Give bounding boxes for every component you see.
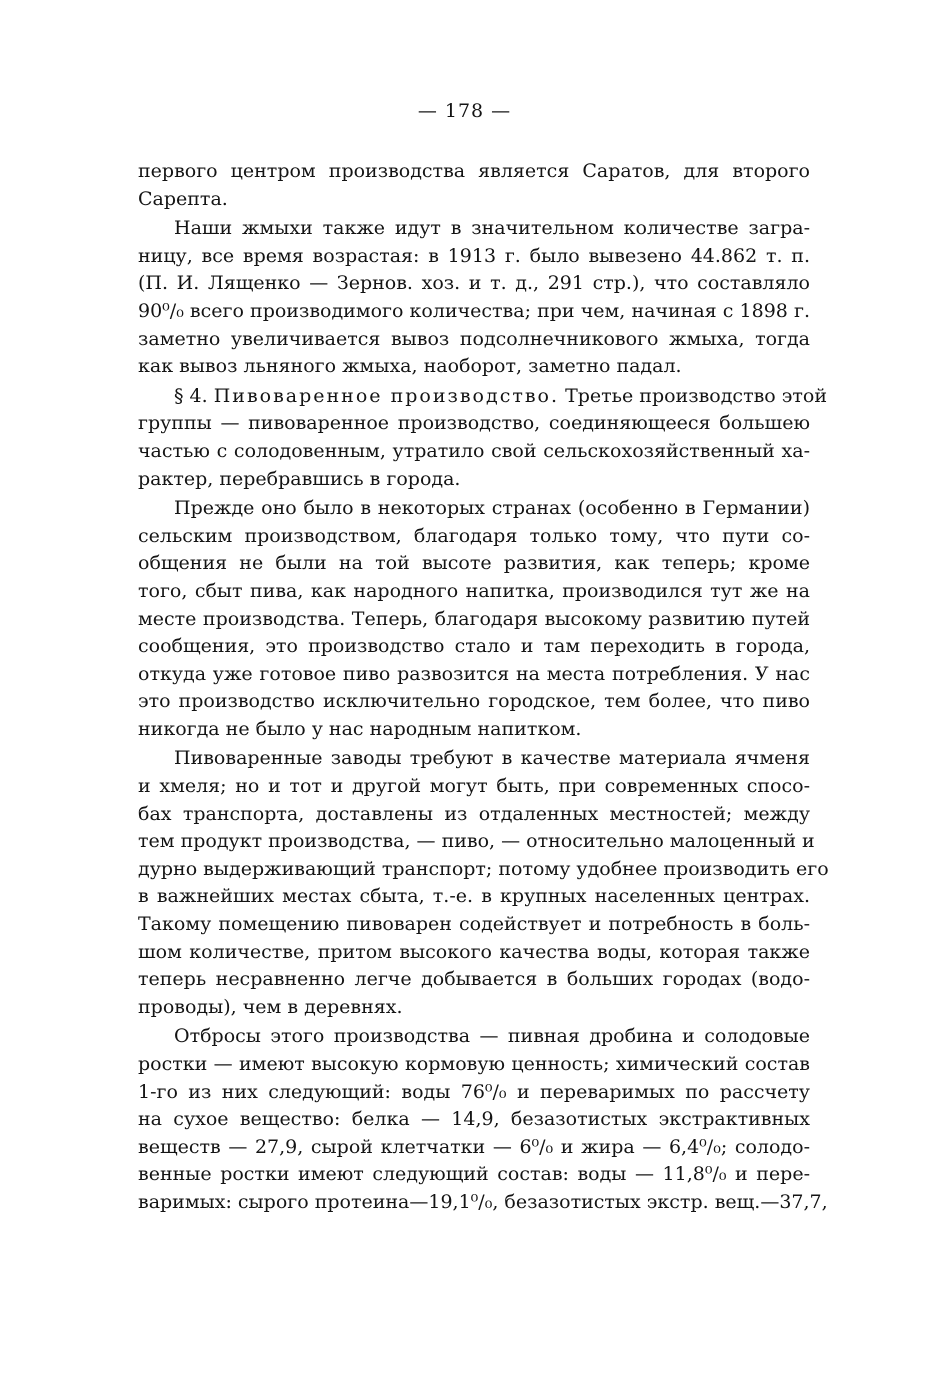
text-line: веществ — 27,9, сырой клетчатки — 6⁰/₀ и жира — 6,4⁰/₀; солодо- (138, 1135, 810, 1158)
text-line: теперь несравненно легче добывается в больших городах (водо- (138, 968, 810, 991)
text-line: Наши жмыхи также идут в значительном количестве загра- (174, 217, 810, 240)
text-line: дурно выдерживающий транспорт; потому удобнее производить его (138, 857, 829, 880)
text-line: того, сбыт пива, как народного напитка, производился тут же на (138, 579, 810, 602)
text-fragment: Третье производство этой (565, 384, 828, 407)
body-text (138, 158, 829, 1217)
paragraph-5 (138, 745, 829, 1021)
text-line: ростки — имеют высокую кормовую ценность; химический состав (138, 1053, 810, 1075)
text-line: 90⁰/₀ всего производимого количества; при чем, начиная с 1898 г. (138, 299, 810, 322)
text-line: откуда уже готовое пиво развозится на места потребления. У нас (138, 662, 810, 685)
paragraph-2 (138, 215, 810, 381)
text-line: Такому помещению пивоварен содействует и потребность в боль- (138, 913, 810, 936)
text-line: варимых: сырого протеина—19,1⁰/₀, безазотистых экстр. вещ.—37,7, (138, 1190, 828, 1213)
paragraph-6 (138, 1023, 828, 1216)
text-line: на сухое вещество: белка — 14,9, безазотистых экстрактивных (138, 1108, 810, 1131)
text-line: и хмеля; но и тот и другой могут быть, при современных спосо- (138, 775, 810, 798)
paragraph-1 (138, 158, 810, 213)
text-line: это производство исключительно городское, тем более, что пиво (138, 690, 810, 713)
text-line: первого центром производства является Саратов, для второго (138, 160, 810, 182)
text-line: (П. И. Лященко — Зернов. хоз. и т. д., 291 стр.), что составляло (138, 272, 810, 295)
text-line: сообщения, это производство стало и там переходить в города, (138, 635, 810, 658)
section-number: § 4. (174, 384, 208, 407)
paragraph-4 (138, 495, 810, 743)
text-line: в важнейших местах сбыта, т.-е. в крупных населенных центрах. (138, 885, 810, 908)
paragraph-3-section-4 (138, 383, 828, 493)
text-line: шом количестве, притом высокого качества воды, которая также (138, 940, 810, 963)
text-line: заметно увеличивается вывоз подсолнечникового жмыха, тогда (138, 327, 810, 350)
section-title: Пивоваренное производство. (213, 384, 560, 407)
text-line: венные ростки имеют следующий состав: воды — 11,8⁰/₀ и пере- (138, 1163, 810, 1186)
text-line: никогда не было у нас народным напитком. (138, 717, 582, 740)
text-line: месте производства. Теперь, благодаря высокому развитию путей (138, 607, 810, 630)
text-line: ницу, все время возрастая: в 1913 г. было вывезено 44.862 т. п. (138, 244, 810, 267)
text-line: частью с солодовенным, утратило свой сельскохозяйственный ха- (138, 439, 810, 462)
text-line: бах транспорта, доставлены из отдаленных местностей; между (138, 802, 810, 825)
text-line: Пивоваренные заводы требуют в качестве материала ячменя (174, 747, 810, 770)
text-line: 1-го из них следующий: воды 76⁰/₀ и переваримых по рассчету (138, 1080, 810, 1103)
text-line: сельским производством, благодаря только тому, что пути со- (138, 524, 810, 547)
text-line: проводы), чем в деревнях. (138, 995, 403, 1018)
text-line: как вывоз льняного жмыха, наоборот, заметно падал. (138, 355, 682, 378)
text-line: Отбросы этого производства — пивная дробина и солодовые (174, 1025, 810, 1048)
text-line: тем продукт производства, — пиво, — относительно малоценный и (138, 830, 815, 853)
text-line: Сарепта. (138, 187, 228, 210)
text-line: рактер, перебравшись в города. (138, 467, 461, 490)
section-heading-line (138, 383, 828, 411)
text-line: общения не были на той высоте развития, как теперь; кроме (138, 552, 810, 575)
page-number: — 178 — (417, 100, 512, 122)
text-line: группы — пивоваренное производство, соединяющееся большею (138, 412, 810, 435)
text-line: Прежде оно было в некоторых странах (особенно в Германии) (174, 497, 810, 520)
